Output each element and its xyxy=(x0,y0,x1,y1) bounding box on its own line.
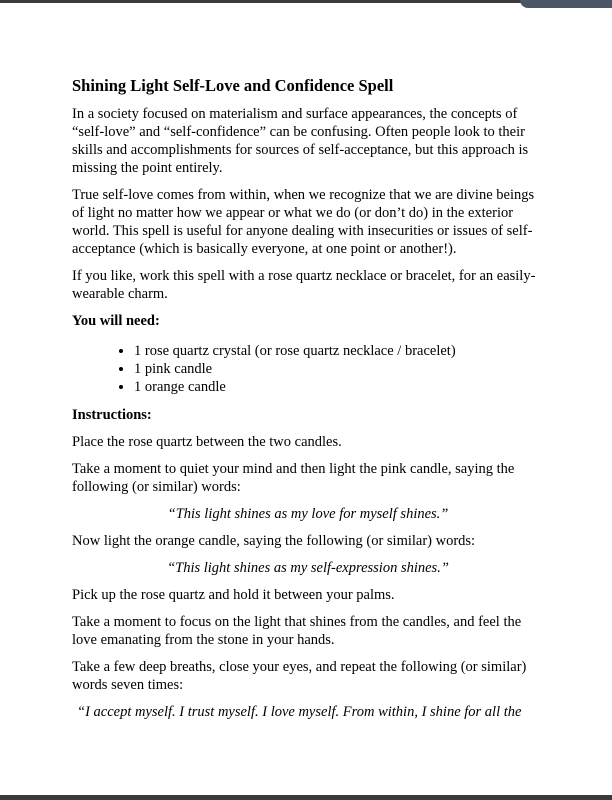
step-paragraph: Pick up the rose quartz and hold it between your palms. xyxy=(72,587,395,603)
step-paragraph: Now light the orange candle, saying the following (or similar) words: xyxy=(72,533,476,549)
step-paragraph: Place the rose quartz between the two candles. xyxy=(72,434,342,450)
incantation-quote: “I accept myself. I trust myself. I love myself. From within, I shine for all the xyxy=(77,704,522,720)
instructions-heading: Instructions: xyxy=(72,407,152,423)
intro-paragraph: In a society focused on materialism and surface appearances, the concepts of “self-love” and “self-confidence” can be confusing. Often people look to their skills and accomplishments for sources of self-acceptance, but this approach is missing the point entirely. xyxy=(72,106,529,176)
intro-paragraph: If you like, work this spell with a rose quartz necklace or bracelet, for an easily-wearable charm. xyxy=(72,268,536,302)
intro-paragraph: True self-love comes from within, when we recognize that we are divine beings of light no matter how we appear or what we do (or don’t do) in the exterior world. This spell is useful for anyone dealing with insecurities or issues of self-acceptance (which is basically everyone, at one point or another!). xyxy=(72,187,535,257)
bottom-border xyxy=(0,795,612,800)
step-paragraph: Take a moment to focus on the light that shines from the candles, and feel the love emanating from the stone in your hands. xyxy=(72,614,522,648)
document-title: Shining Light Self-Love and Confidence Spell xyxy=(72,76,394,95)
document-page xyxy=(72,76,544,721)
step-paragraph: Take a few deep breaths, close your eyes, and repeat the following (or similar) words seven times: xyxy=(72,659,527,693)
incantation-quote: “This light shines as my love for myself shines.” xyxy=(167,506,449,522)
list-item: • 1 orange candle xyxy=(134,378,544,396)
list-item: • 1 rose quartz crystal (or rose quartz necklace / bracelet) xyxy=(134,342,544,360)
corner-tab xyxy=(520,0,612,8)
needs-heading: You will need: xyxy=(72,313,160,329)
step-paragraph: Take a moment to quiet your mind and then light the pink candle, saying the following (or similar) words: xyxy=(72,461,515,495)
list-item: • 1 pink candle xyxy=(134,360,544,378)
needs-list xyxy=(72,342,544,396)
incantation-quote: “This light shines as my self-expression shines.” xyxy=(167,560,449,576)
